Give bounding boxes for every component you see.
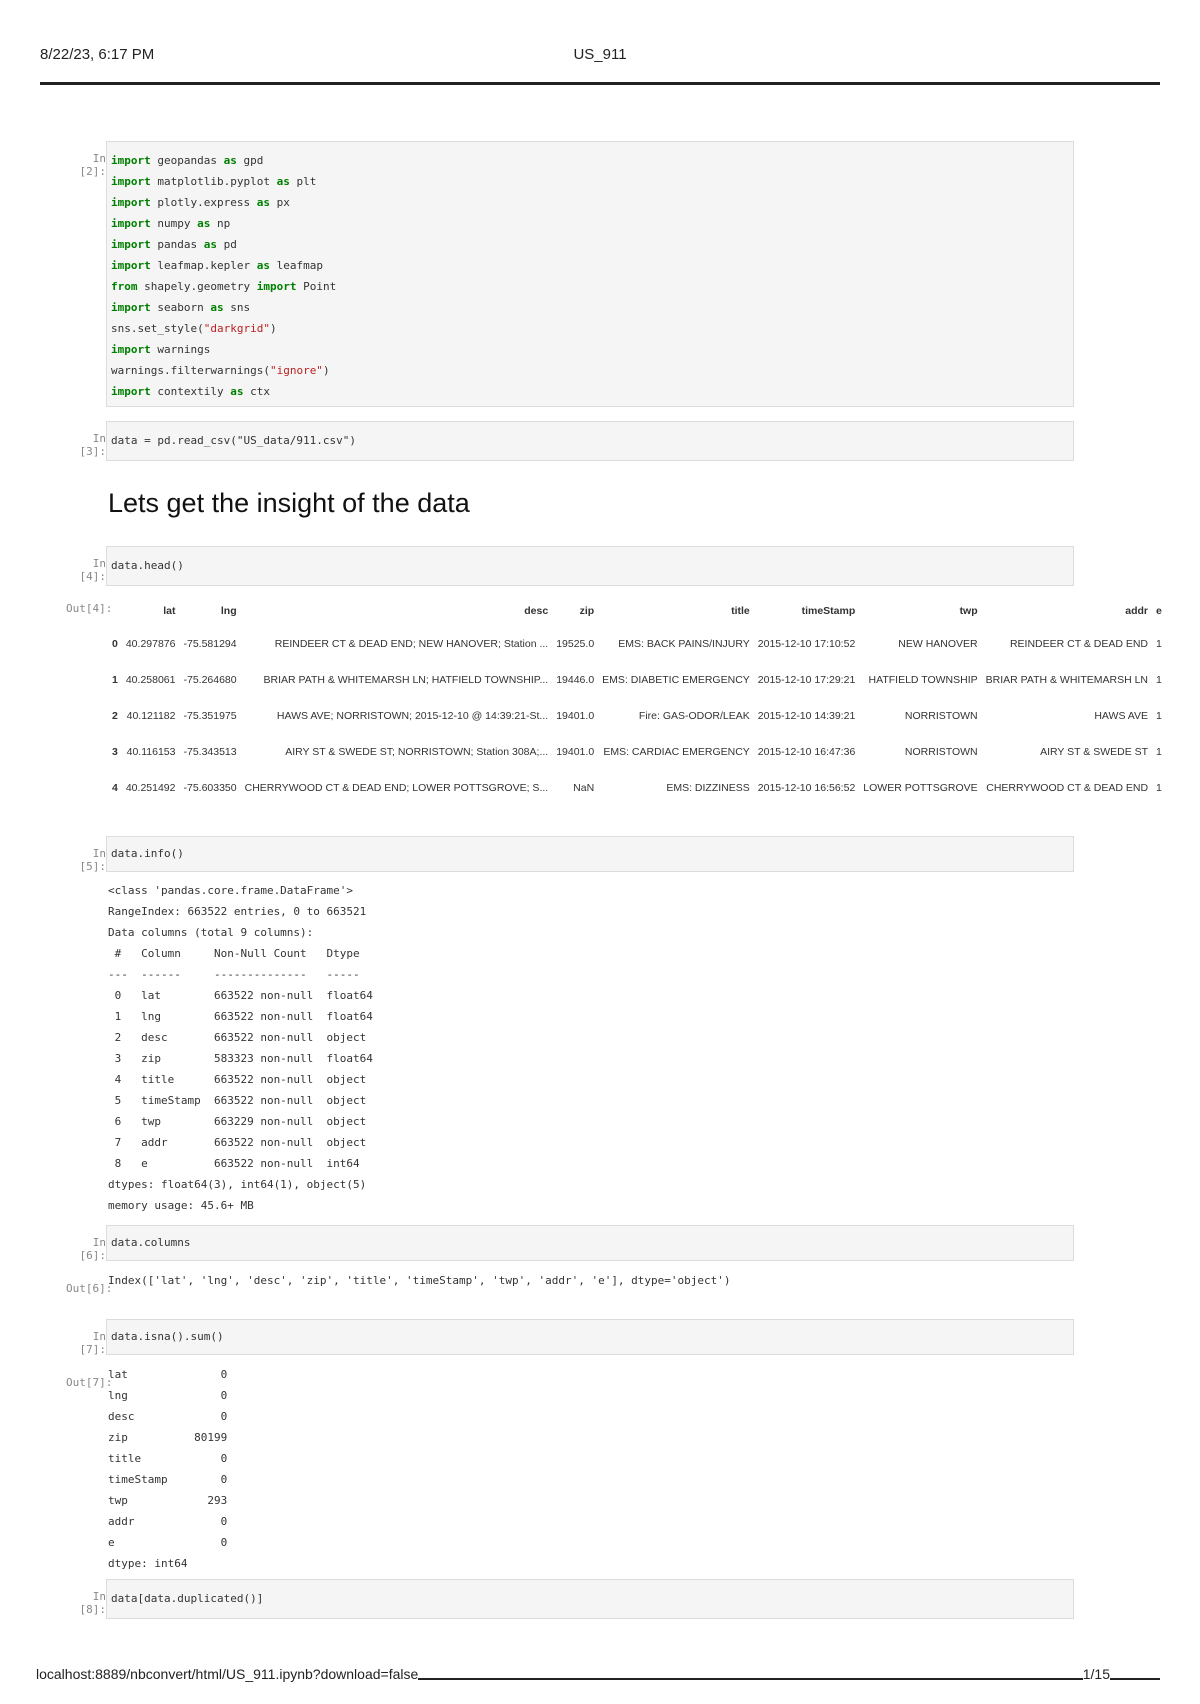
output-line: Data columns (total 9 columns): (108, 926, 314, 939)
output-line: --- ------ -------------- ----- (108, 968, 373, 981)
table-cell: EMS: CARDIAC EMERGENCY (603, 746, 750, 758)
table-cell: BRIAR PATH & WHITEMARSH LN; HATFIELD TOWNSHIP... (263, 674, 549, 686)
table-cell: 40.258061 (125, 674, 176, 686)
code-line: import contextily as ctx (111, 385, 270, 398)
code-cell-columns[interactable] (106, 1225, 1074, 1261)
output-line: dtypes: float64(3), int64(1), object(5) (108, 1178, 367, 1191)
table-cell: 19401.0 (556, 746, 595, 758)
output-line: 3 zip 583323 non-null float64 (108, 1052, 373, 1065)
table-cell: REINDEER CT & DEAD END (1009, 638, 1149, 650)
column-header (108, 596, 122, 626)
table-cell: 1 (1156, 746, 1162, 758)
code-line: import seaborn as sns (111, 301, 251, 314)
code-line: data.info() (111, 847, 184, 860)
head-dataframe-table (108, 596, 1166, 806)
table-cell: 3 (112, 746, 118, 758)
code-line: sns.set_style("darkgrid") (111, 322, 277, 335)
table-row (108, 662, 1166, 698)
table-cell: BRIAR PATH & WHITEMARSH LN (985, 674, 1149, 686)
page-header (40, 42, 1160, 85)
table-cell: 40.116153 (126, 746, 176, 758)
code-line: data.isna().sum() (111, 1330, 224, 1343)
column-header: title (731, 605, 750, 617)
table-cell: -75.581294 (183, 638, 237, 650)
table-cell: HAWS AVE; NORRISTOWN; 2015-12-10 @ 14:39:21-St... (276, 710, 549, 722)
output-line: <class 'pandas.core.frame.DataFrame'> (108, 884, 354, 897)
input-prompt-8: In [8]: (79, 1590, 106, 1616)
column-header: addr (1125, 605, 1149, 617)
output-line: # Column Non-Null Count Dtype (108, 947, 373, 960)
output-line: memory usage: 45.6+ MB (108, 1199, 254, 1212)
table-cell: EMS: DIABETIC EMERGENCY (602, 674, 750, 686)
table-cell: 1 (1156, 674, 1162, 686)
output-line: Index(['lat', 'lng', 'desc', 'zip', 'title', 'timeStamp', 'twp', 'addr', 'e'], dtype='object') (108, 1274, 731, 1287)
table-cell: 4 (112, 782, 118, 794)
table-cell: NORRISTOWN (904, 746, 978, 758)
footer-url: localhost:8889/nbconvert/html/US_911.ipynb?download=false (36, 1666, 419, 1682)
table-cell: NaN (573, 782, 595, 794)
code-line: data.columns (111, 1236, 191, 1249)
table-cell: EMS: DIZZINESS (666, 782, 750, 794)
table-cell: 19446.0 (556, 674, 595, 686)
table-cell: 2015-12-10 14:39:21 (757, 710, 856, 722)
code-line: import pandas as pd (111, 238, 237, 251)
document-title: US_911 (573, 46, 627, 63)
output-prompt-6: Out[6]: (66, 1282, 113, 1295)
table-cell: AIRY ST & SWEDE ST; NORRISTOWN; Station 308A;... (285, 746, 549, 758)
output-line: 7 addr 663522 non-null object (108, 1136, 373, 1149)
code-cell-duplicated[interactable] (106, 1579, 1074, 1619)
output-line: lat 0 (108, 1368, 228, 1381)
output-line: 2 desc 663522 non-null object (108, 1031, 373, 1044)
output-line: 5 timeStamp 663522 non-null object (108, 1094, 373, 1107)
output-line: 8 e 663522 non-null int64 (108, 1157, 373, 1170)
table-cell: HAWS AVE (1094, 710, 1149, 722)
output-line: 1 lng 663522 non-null float64 (108, 1010, 373, 1023)
table-cell: 2015-12-10 16:56:52 (757, 782, 856, 794)
isna-output (108, 1364, 227, 1574)
output-line: twp 293 (108, 1494, 228, 1507)
table-cell: -75.264680 (183, 674, 237, 686)
table-cell: NEW HANOVER (898, 638, 978, 650)
code-line: data.head() (111, 559, 184, 572)
table-cell: -75.343513 (183, 746, 237, 758)
column-header: timeStamp (801, 605, 856, 617)
table-cell: REINDEER CT & DEAD END; NEW HANOVER; Station ... (274, 638, 549, 650)
input-prompt-7: In [7]: (79, 1330, 106, 1356)
print-datetime: 8/22/23, 6:17 PM (40, 46, 155, 63)
table-cell: 19401.0 (556, 710, 595, 722)
columns-output (108, 1270, 731, 1291)
table-cell: EMS: BACK PAINS/INJURY (618, 638, 750, 650)
output-line: 6 twp 663229 non-null object (108, 1115, 373, 1128)
input-prompt-5: In [5]: (79, 847, 106, 873)
input-prompt-3: In [3]: (79, 432, 106, 458)
table-cell: 2015-12-10 17:10:52 (757, 638, 856, 650)
table-cell: AIRY ST & SWEDE ST (1040, 746, 1149, 758)
table-cell: 19525.0 (556, 638, 595, 650)
input-prompt-2: In [2]: (79, 152, 106, 178)
output-line: e 0 (108, 1536, 228, 1549)
output-line: zip 80199 (108, 1431, 228, 1444)
column-header: lng (220, 605, 237, 617)
code-cell-info[interactable] (106, 836, 1074, 872)
code-line: warnings.filterwarnings("ignore") (111, 364, 330, 377)
input-prompt-6: In [6]: (79, 1236, 106, 1262)
column-header: zip (579, 605, 595, 617)
table-cell: 2 (112, 710, 118, 722)
output-prompt-4: Out[4]: (66, 602, 113, 615)
page-number: 1/15 (1082, 1666, 1110, 1682)
output-line: 4 title 663522 non-null object (108, 1073, 373, 1086)
code-cell-head[interactable] (106, 546, 1074, 586)
code-line: data = pd.read_csv("US_data/911.csv") (111, 434, 357, 447)
table-cell: Fire: GAS-ODOR/LEAK (638, 710, 750, 722)
table-row (108, 770, 1166, 806)
table-row (108, 734, 1166, 770)
table-cell: 40.297876 (125, 638, 176, 650)
code-cell-imports[interactable] (106, 141, 1074, 407)
table-row (108, 698, 1166, 734)
output-line: timeStamp 0 (108, 1473, 228, 1486)
output-line: RangeIndex: 663522 entries, 0 to 663521 (108, 905, 367, 918)
table-cell: 2015-12-10 17:29:21 (757, 674, 856, 686)
output-line: desc 0 (108, 1410, 228, 1423)
info-output (108, 880, 373, 1216)
input-prompt-4: In [4]: (79, 557, 106, 583)
code-line: import plotly.express as px (111, 196, 290, 209)
table-cell: 2015-12-10 16:47:36 (757, 746, 856, 758)
table-cell: -75.351975 (183, 710, 237, 722)
table-cell: 1 (1156, 710, 1162, 722)
code-line: import leafmap.kepler as leafmap (111, 259, 323, 272)
table-header-row (108, 596, 1166, 626)
table-cell: 40.121182 (126, 710, 176, 722)
code-line: import warnings (111, 343, 211, 356)
column-header: twp (959, 605, 978, 617)
code-line: from shapely.geometry import Point (111, 280, 337, 293)
table-cell: 0 (112, 638, 118, 650)
column-header: desc (524, 605, 549, 617)
table-cell: CHERRYWOOD CT & DEAD END (986, 782, 1149, 794)
table-cell: -75.603350 (183, 782, 237, 794)
code-line: import geopandas as gpd (111, 154, 264, 167)
code-line: import numpy as np (111, 217, 231, 230)
table-cell: LOWER POTTSGROVE (863, 782, 978, 794)
table-row (108, 626, 1166, 662)
code-line: data[data.duplicated()] (111, 1592, 264, 1605)
output-line: addr 0 (108, 1515, 228, 1528)
code-cell-read-csv[interactable] (106, 421, 1074, 461)
markdown-heading: Lets get the insight of the data (108, 488, 470, 518)
table-cell: CHERRYWOOD CT & DEAD END; LOWER POTTSGROVE; S... (244, 782, 549, 794)
table-cell: HATFIELD TOWNSHIP (868, 674, 978, 686)
column-header: lat (163, 605, 176, 617)
table-cell: 1 (1156, 782, 1162, 794)
table-cell: 1 (112, 674, 118, 686)
output-line: lng 0 (108, 1389, 228, 1402)
code-cell-isna[interactable] (106, 1319, 1074, 1355)
output-line: dtype: int64 (108, 1557, 188, 1570)
output-line: title 0 (108, 1452, 228, 1465)
output-line: 0 lat 663522 non-null float64 (108, 989, 373, 1002)
page-footer (36, 1666, 1160, 1704)
table-cell: 40.251492 (125, 782, 176, 794)
code-line: import matplotlib.pyplot as plt (111, 175, 317, 188)
table-cell: 1 (1156, 638, 1162, 650)
column-header: e (1156, 605, 1162, 617)
output-prompt-7: Out[7]: (66, 1376, 113, 1389)
table-cell: NORRISTOWN (904, 710, 978, 722)
